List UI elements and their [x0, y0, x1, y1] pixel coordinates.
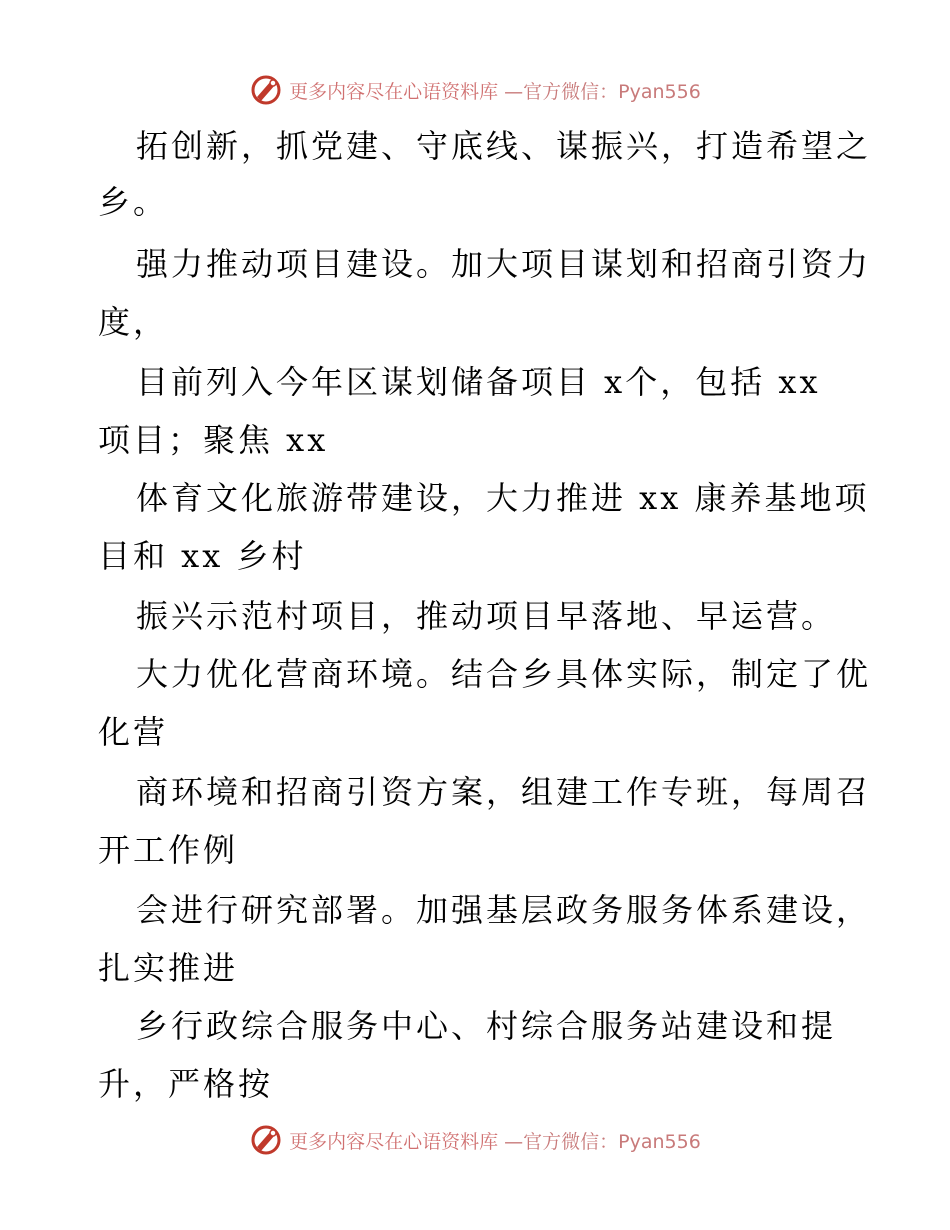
header-watermark [0, 72, 950, 108]
text-line: 会进行研究部署。加强基层政务服务体系建设， [136, 891, 872, 929]
logo-icon [249, 1123, 283, 1157]
watermark-prefix: 更多内容尽在心语资料库 [289, 80, 499, 103]
text-line: 体育文化旅游带建设，大力推进 xx 康养基地项 [136, 479, 870, 517]
text-line: 化营 [98, 713, 169, 751]
text-line: 扎实推进 [98, 949, 239, 987]
logo-icon [249, 73, 283, 107]
watermark-suffix: —官方微信：Pyan556 [504, 1130, 701, 1153]
text-line: 目和 xx 乡村 [98, 537, 307, 575]
text-line: 大力优化营商环境。结合乡具体实际，制定了优 [136, 655, 872, 693]
watermark-suffix: —官方微信：Pyan556 [504, 80, 701, 103]
text-line: 度， [98, 303, 169, 341]
text-line: 目前列入今年区谋划储备项目 x个，包括 xx [136, 363, 821, 401]
text-line: 拓创新，抓党建、守底线、谋振兴，打造希望之 [136, 127, 872, 165]
text-line: 商环境和招商引资方案，组建工作专班，每周召 [136, 773, 872, 811]
text-line: 强力推动项目建设。加大项目谋划和招商引资力 [136, 245, 872, 283]
text-line: 振兴示范村项目，推动项目早落地、早运营。 [136, 597, 837, 635]
text-line: 乡行政综合服务中心、村综合服务站建设和提 [136, 1007, 837, 1045]
text-line: 升，严格按 [98, 1065, 274, 1103]
text-line: 乡。 [98, 183, 169, 221]
footer-watermark [0, 1122, 950, 1158]
watermark-prefix: 更多内容尽在心语资料库 [289, 1130, 499, 1153]
text-line: 开工作例 [98, 831, 239, 869]
text-line: 项目；聚焦 xx [98, 421, 329, 459]
